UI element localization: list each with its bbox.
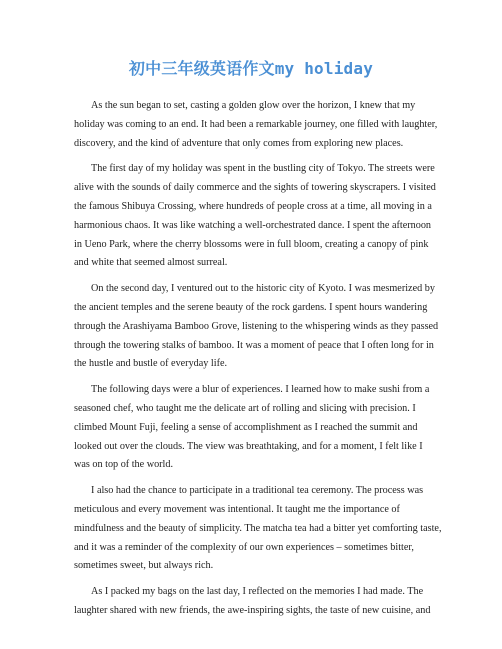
text-line: The first day of my holiday was spent in the bustling city of Tokyo. The streets were [91,163,435,175]
text-line: The following days were a blur of experiences. I learned how to make sushi from a [91,384,430,396]
text-line: sometimes sweet, but always rich. [74,560,214,572]
text-line: meticulous and every movement was intentional. It taught me the importance of [74,503,400,515]
text-line: and white that seemed almost surreal. [74,257,228,269]
paragraph [74,280,445,374]
text-line: I also had the chance to participate in a traditional tea ceremony. The process was [91,485,424,497]
paragraph [74,482,445,576]
paragraph [74,160,445,273]
document-title: 初中三年级英语作文my holiday [128,59,374,78]
text-line: harmonious chaos. It was like watching a well-orchestrated dance. I spent the afternoon [74,219,432,231]
text-line: the ancient temples and the serene beauty of the rock gardens. I spent hours wandering [74,301,428,313]
text-line: As the sun began to set, casting a golden glow over the horizon, I knew that my [91,100,416,111]
text-line: mindfulness and the beauty of simplicity. The matcha tea had a bitter yet comforting taste, [74,522,442,534]
paragraph [74,381,445,475]
paragraph [74,583,445,621]
text-line: the hustle and bustle of everyday life. [74,358,228,370]
text-line: climbed Mount Fuji, feeling a sense of accomplishment as I reached the summit and [74,421,418,433]
text-line: was on top of the world. [74,459,174,471]
text-line: As I packed my bags on the last day, I reflected on the memories I had made. The [91,586,424,598]
text-line: through the towering stalks of bamboo. It was a moment of peace that I often long for in [74,339,434,351]
text-line: laughter shared with new friends, the awe-inspiring sights, the taste of new cuisine, and [74,604,431,616]
text-line: discovery, and the kind of adventure that only comes from exploring new places. [74,137,404,149]
paragraph [74,97,445,153]
text-line: through the Arashiyama Bamboo Grove, listening to the whispering winds as they passed [74,320,439,332]
text-line: On the second day, I ventured out to the historic city of Kyoto. I was mesmerized by [91,283,435,295]
text-line: the famous Shibuya Crossing, where hundreds of people cross at a time, all moving in a [74,200,432,212]
text-line: seasoned chef, who taught me the delicate art of rolling and slicing with precision. I [74,402,416,414]
text-line: in Ueno Park, where the cherry blossoms were in full bloom, creating a canopy of pink [74,238,429,250]
text-line: looked out over the clouds. The view was breathtaking, and for a moment, I felt like I [74,440,423,452]
text-line: alive with the sounds of daily commerce and the sights of towering skyscrapers. I visited [74,182,436,194]
text-line: holiday was coming to an end. It had been a remarkable journey, one filled with laughter, [74,118,438,130]
text-line: and it was a reminder of the complexity of our own experiences – sometimes bitter, [74,541,414,553]
